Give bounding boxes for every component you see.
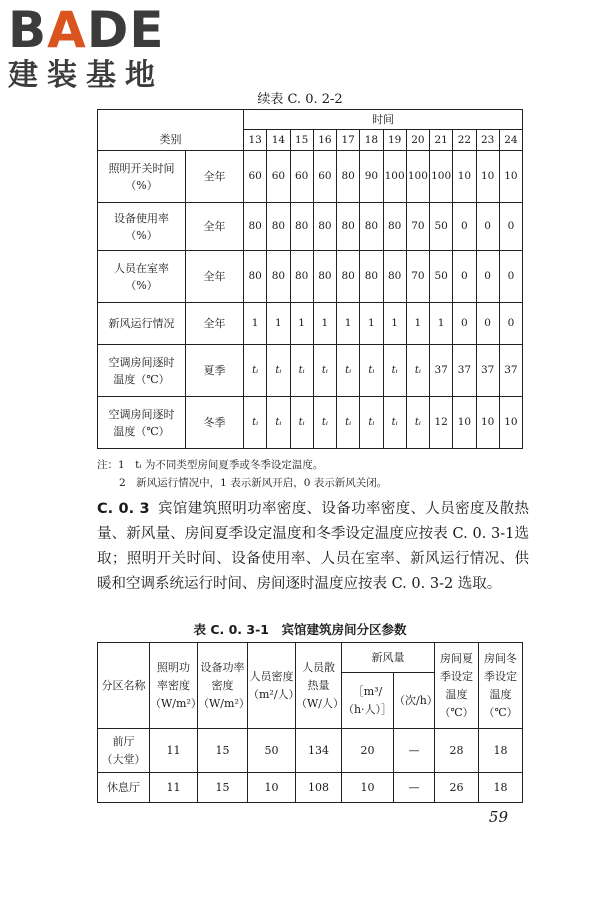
value-cell: 80	[267, 203, 290, 251]
value-cell: 80	[290, 203, 313, 251]
value-cell: 10	[476, 151, 499, 203]
value-cell: 1	[313, 303, 336, 345]
value-cell: 50	[430, 251, 453, 303]
row-category: 人员在室率 （%）	[98, 251, 186, 303]
value-cell: 0	[499, 251, 522, 303]
row-category: 新风运行情况	[98, 303, 186, 345]
note-1: 注：1 tᵢ 为不同类型房间夏季或冬季设定温度。	[97, 459, 324, 471]
fresh-air-unit-per-person: ［m³/ （h·人）］	[342, 673, 394, 729]
value-cell: 20	[342, 729, 394, 773]
value-cell: tᵢ	[313, 397, 336, 449]
table-row	[98, 729, 523, 773]
value-cell: 100	[406, 151, 429, 203]
value-cell: 1	[406, 303, 429, 345]
row-season: 全年	[186, 251, 244, 303]
hour-cell: 17	[337, 130, 360, 151]
value-cell: 0	[476, 251, 499, 303]
value-cell: 15	[198, 773, 248, 803]
value-cell: 10	[248, 773, 296, 803]
value-cell: 37	[499, 345, 522, 397]
value-cell: 18	[479, 729, 523, 773]
value-cell: 80	[360, 251, 383, 303]
hour-cell: 22	[453, 130, 476, 151]
row-season: 冬季	[186, 397, 244, 449]
value-cell: 134	[296, 729, 342, 773]
table2-header-row	[98, 643, 523, 673]
table1-hours-row	[98, 130, 523, 151]
table1-corner-cell	[98, 110, 244, 130]
logo-wordmark: BADE	[8, 1, 165, 59]
table-row	[98, 251, 523, 303]
value-cell: 0	[499, 303, 522, 345]
value-cell: 0	[476, 303, 499, 345]
value-cell: —	[394, 729, 435, 773]
value-cell: tᵢ	[337, 345, 360, 397]
value-cell: 80	[337, 203, 360, 251]
value-cell: tᵢ	[244, 397, 267, 449]
value-cell: 70	[406, 203, 429, 251]
value-cell: 37	[430, 345, 453, 397]
value-cell: 108	[296, 773, 342, 803]
value-cell: 70	[406, 251, 429, 303]
value-cell: tᵢ	[360, 345, 383, 397]
value-cell: 60	[267, 151, 290, 203]
row-season: 夏季	[186, 345, 244, 397]
value-cell: 18	[479, 773, 523, 803]
value-cell: 60	[290, 151, 313, 203]
section-c03-paragraph	[97, 497, 529, 597]
value-cell: 60	[313, 151, 336, 203]
fresh-air-header: 新风量	[342, 643, 435, 673]
hour-cell: 20	[406, 130, 429, 151]
value-cell: tᵢ	[267, 345, 290, 397]
table-continued-c022	[97, 109, 523, 449]
zone-header: 分区名称	[98, 643, 150, 729]
value-cell: 10	[499, 397, 522, 449]
table1-caption: 续表 C. 0. 2-2	[257, 92, 343, 107]
value-cell: 50	[430, 203, 453, 251]
value-cell: —	[394, 773, 435, 803]
value-cell: 10	[476, 397, 499, 449]
hour-cell: 19	[383, 130, 406, 151]
hour-cell: 13	[244, 130, 267, 151]
value-cell: tᵢ	[267, 397, 290, 449]
category-header: 类别	[98, 130, 244, 151]
value-cell: tᵢ	[383, 397, 406, 449]
lighting-density-header: 照明功 率密度 （W/m²）	[150, 643, 198, 729]
value-cell: tᵢ	[406, 397, 429, 449]
value-cell: 15	[198, 729, 248, 773]
summer-temp-header: 房间夏 季设定 温度 （℃）	[435, 643, 479, 729]
zone-name: 休息厅	[98, 773, 150, 803]
value-cell: 10	[453, 397, 476, 449]
value-cell: 10	[453, 151, 476, 203]
value-cell: tᵢ	[244, 345, 267, 397]
value-cell: tᵢ	[360, 397, 383, 449]
time-header: 时间	[244, 110, 523, 130]
value-cell: 80	[290, 251, 313, 303]
bade-logo	[8, 1, 183, 99]
section-number: C. 0. 3	[97, 501, 150, 517]
fresh-air-unit-ach: （次/h）	[394, 673, 435, 729]
row-category: 设备使用率 （%）	[98, 203, 186, 251]
value-cell: tᵢ	[313, 345, 336, 397]
hour-cell: 18	[360, 130, 383, 151]
value-cell: 0	[453, 203, 476, 251]
value-cell: 80	[337, 151, 360, 203]
logo-subtitle: 建装基地	[8, 58, 164, 93]
table-c031-hotel-zone-params	[97, 642, 523, 803]
value-cell: 1	[383, 303, 406, 345]
value-cell: 80	[383, 203, 406, 251]
value-cell: 10	[499, 151, 522, 203]
table-row	[98, 773, 523, 803]
table1-header-row	[98, 110, 523, 130]
value-cell: 1	[290, 303, 313, 345]
value-cell: 0	[453, 251, 476, 303]
winter-temp-header: 房间冬 季设定 温度 （℃）	[479, 643, 523, 729]
hour-cell: 21	[430, 130, 453, 151]
value-cell: 1	[244, 303, 267, 345]
zone-name: 前厅 （大堂）	[98, 729, 150, 773]
value-cell: 0	[476, 203, 499, 251]
hour-cell: 15	[290, 130, 313, 151]
value-cell: 0	[453, 303, 476, 345]
value-cell: 80	[383, 251, 406, 303]
value-cell: 1	[337, 303, 360, 345]
table-row	[98, 397, 523, 449]
page-number: 59	[488, 808, 508, 826]
note-2: 2 新风运行情况中，1 表示新风开启，0 表示新风关闭。	[119, 477, 388, 489]
value-cell: 1	[430, 303, 453, 345]
hour-cell: 16	[313, 130, 336, 151]
value-cell: 12	[430, 397, 453, 449]
value-cell: 80	[313, 251, 336, 303]
value-cell: 80	[360, 203, 383, 251]
row-season: 全年	[186, 151, 244, 203]
table-row	[98, 303, 523, 345]
table2-caption: 表 C. 0. 3-1 宾馆建筑房间分区参数	[193, 622, 407, 637]
row-season: 全年	[186, 303, 244, 345]
value-cell: 26	[435, 773, 479, 803]
value-cell: 90	[360, 151, 383, 203]
value-cell: 50	[248, 729, 296, 773]
table-row	[98, 151, 523, 203]
row-season: 全年	[186, 203, 244, 251]
value-cell: 60	[244, 151, 267, 203]
value-cell: tᵢ	[406, 345, 429, 397]
row-category: 空调房间逐时 温度（℃）	[98, 345, 186, 397]
value-cell: 80	[244, 251, 267, 303]
occupancy-density-header: 人员密度 （m²/人）	[248, 643, 296, 729]
value-cell: 100	[383, 151, 406, 203]
value-cell: 80	[313, 203, 336, 251]
value-cell: 11	[150, 729, 198, 773]
row-category: 照明开关时间 （%）	[98, 151, 186, 203]
value-cell: 100	[430, 151, 453, 203]
value-cell: 28	[435, 729, 479, 773]
value-cell: 1	[360, 303, 383, 345]
equipment-density-header: 设备功率 密度 （W/m²）	[198, 643, 248, 729]
table-row	[98, 345, 523, 397]
value-cell: 80	[267, 251, 290, 303]
value-cell: 80	[337, 251, 360, 303]
section-text: 宾馆建筑照明功率密度、设备功率密度、人员密度及散热量、新风量、房间夏季设定温度和冬季设定温度应按表 C. 0. 3-1选取；照明开关时间、设备使用率、人员在室率、新风运行情况、供暖和空调系统运行时间、房间逐时温度应按表 C. 0. 3-2 选取。	[97, 501, 530, 592]
value-cell: 1	[267, 303, 290, 345]
value-cell: 80	[244, 203, 267, 251]
hour-cell: 14	[267, 130, 290, 151]
table1-notes	[97, 456, 527, 492]
value-cell: tᵢ	[290, 397, 313, 449]
heat-gain-header: 人员散 热量 （W/人）	[296, 643, 342, 729]
table-row	[98, 203, 523, 251]
value-cell: 11	[150, 773, 198, 803]
hour-cell: 24	[499, 130, 522, 151]
value-cell: tᵢ	[337, 397, 360, 449]
value-cell: 10	[342, 773, 394, 803]
value-cell: 37	[453, 345, 476, 397]
value-cell: 37	[476, 345, 499, 397]
hour-cell: 23	[476, 130, 499, 151]
row-category: 空调房间逐时 温度（℃）	[98, 397, 186, 449]
value-cell: 0	[499, 203, 522, 251]
value-cell: tᵢ	[383, 345, 406, 397]
value-cell: tᵢ	[290, 345, 313, 397]
